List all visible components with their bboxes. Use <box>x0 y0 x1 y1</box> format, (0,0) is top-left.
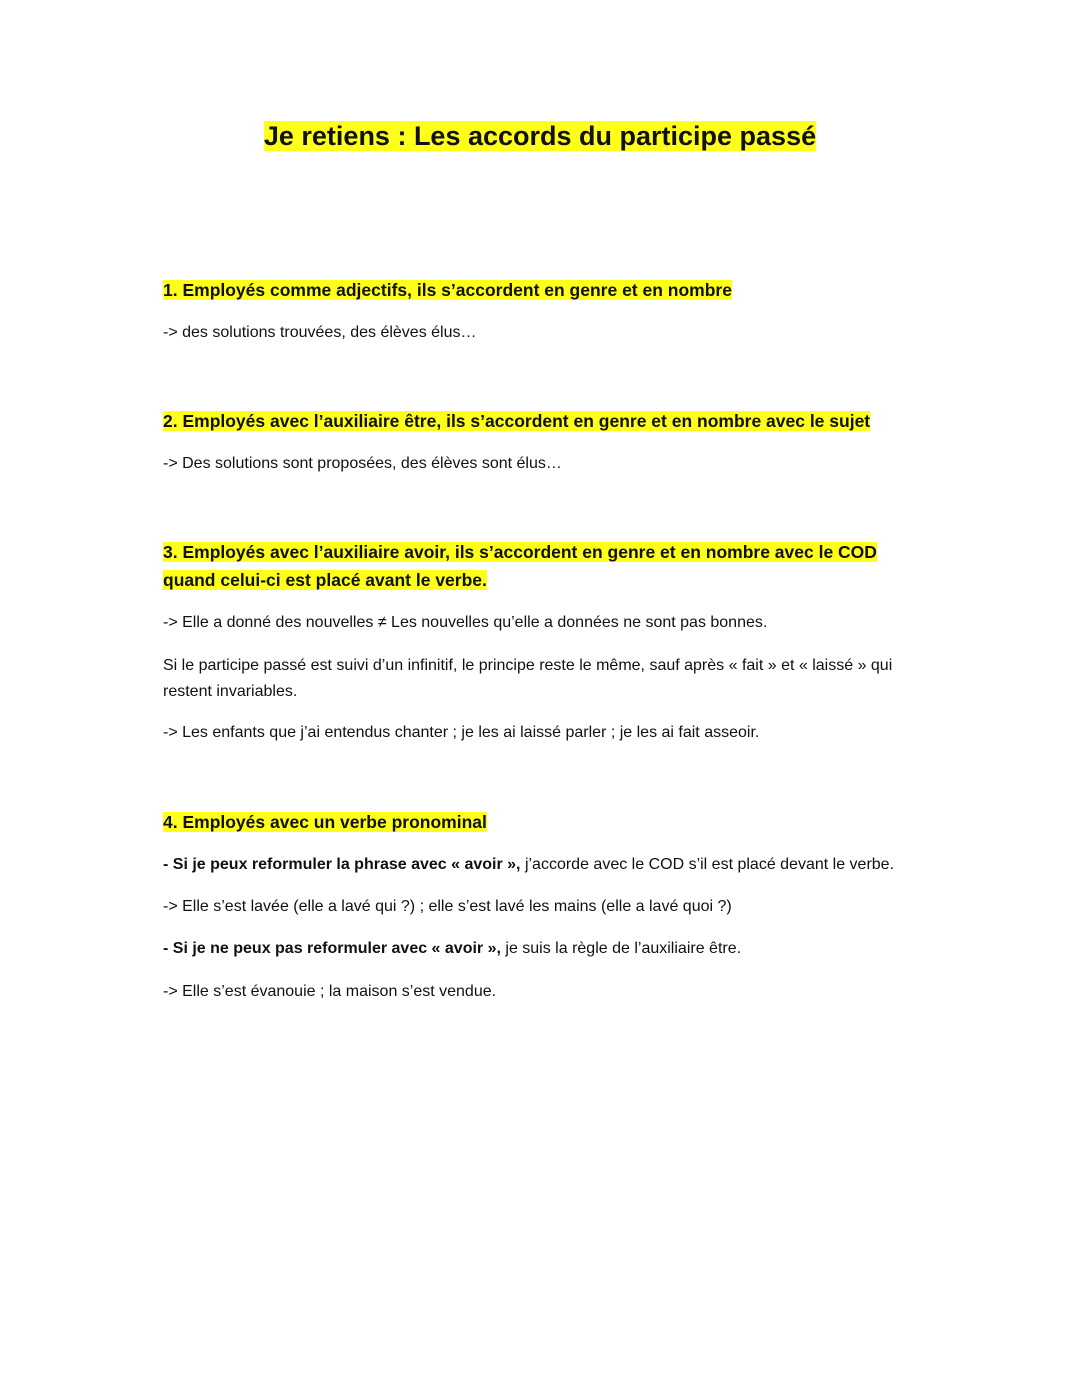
page-title <box>0 116 1080 156</box>
section-4-rule-2-bold: - Si je ne peux pas reformuler avec « avoir », <box>163 940 501 957</box>
page-title-text: Je retiens : Les accords du participe passé <box>263 121 817 151</box>
section-3-heading-line1: 3. Employés avec l’auxiliaire avoir, ils s’accordent en genre et en nombre avec le COD <box>163 542 877 562</box>
section-4-heading: 4. Employés avec un verbe pronominal <box>163 812 487 832</box>
section-4-rule-2-rest: je suis la règle de l’auxiliaire être. <box>500 940 742 957</box>
section-3-example-2: -> Les enfants que j’ai entendus chanter ; je les ai laissé parler ; je les ai fait asseoir. <box>163 724 760 741</box>
section-1-example: -> des solutions trouvées, des élèves élus… <box>163 324 477 341</box>
section-4-example-1: -> Elle s’est lavée (elle a lavé qui ?) ; elle s’est lavé les mains (elle a lavé quoi ?) <box>163 898 732 915</box>
section-3-heading-line2: quand celui-ci est placé avant le verbe. <box>163 570 487 590</box>
section-4-example-2: -> Elle s’est évanouie ; la maison s’est vendue. <box>163 983 497 1000</box>
section-3-note: Si le participe passé est suivi d’un infinitif, le principe reste le même, sauf après « fait » et « laissé » qui restent invariables. <box>163 657 893 700</box>
section-2-example: -> Des solutions sont proposées, des élèves sont élus… <box>163 455 562 472</box>
section-2-heading: 2. Employés avec l’auxiliaire être, ils s’accordent en genre et en nombre avec le sujet <box>163 411 871 431</box>
section-4-rule-1-bold: - Si je peux reformuler la phrase avec « avoir », <box>163 856 521 873</box>
section-3-example-1: -> Elle a donné des nouvelles ≠ Les nouvelles qu’elle a données ne sont pas bonnes. <box>163 614 768 631</box>
section-1-heading: 1. Employés comme adjectifs, ils s’accordent en genre et en nombre <box>163 280 732 300</box>
section-4-rule-2 <box>163 936 923 962</box>
section-4-rule-1 <box>163 852 923 878</box>
section-4-rule-1-rest: j’accorde avec le COD s’il est placé devant le verbe. <box>520 856 895 873</box>
